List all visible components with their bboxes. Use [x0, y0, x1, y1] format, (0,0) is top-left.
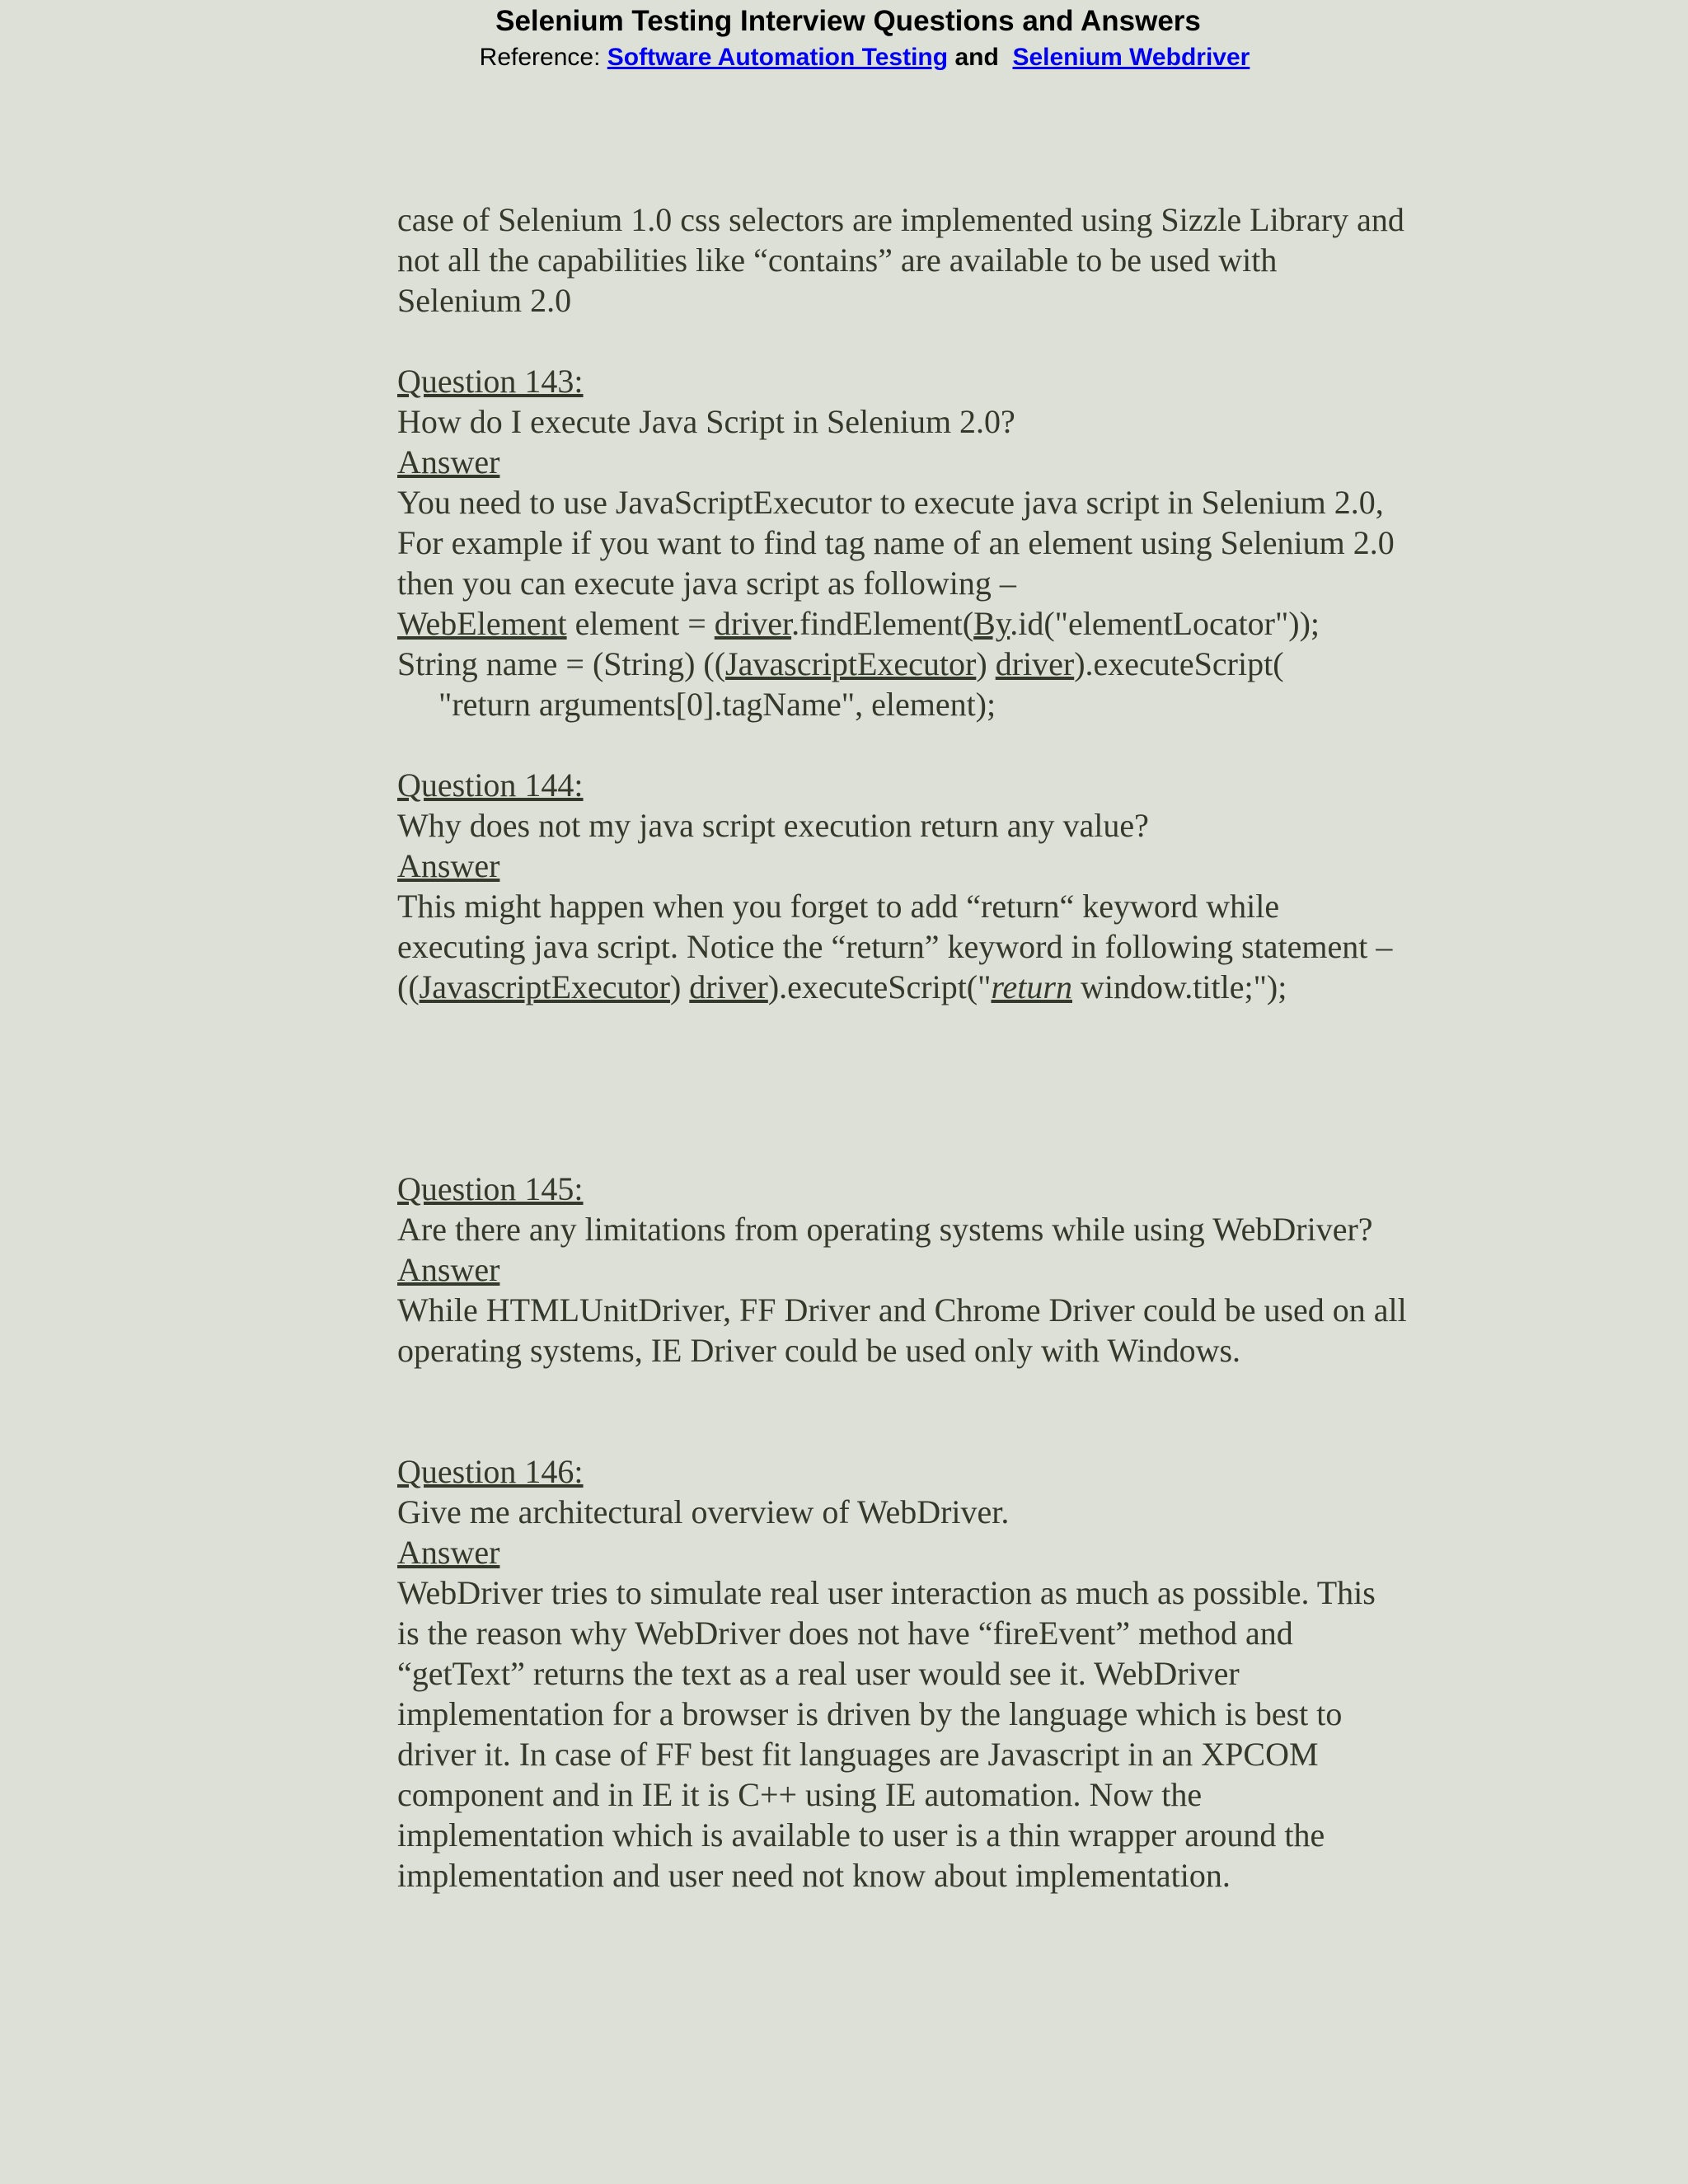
code-token: driver — [995, 645, 1075, 682]
text-line: case of Selenium 1.0 css selectors are implemented using Sizzle Library and — [397, 201, 1404, 238]
answer-line: For example if you want to find tag name of an element using Selenium 2.0 — [397, 524, 1395, 561]
document-title: Selenium Testing Interview Questions and Answers — [495, 5, 1201, 37]
code-token: ).executeScript( — [1074, 645, 1284, 682]
page-header — [0, 0, 1688, 74]
code-line — [397, 644, 1493, 684]
code-token: .findElement( — [791, 605, 974, 642]
answer-line: implementation and user need not know about implementation. — [397, 1857, 1231, 1894]
code-line — [397, 967, 1493, 1007]
code-line: "return arguments[0].tagName", element); — [438, 686, 996, 723]
text-line: not all the capabilities like “contains” are available to be used with — [397, 241, 1278, 279]
code-token: (( — [397, 968, 420, 1005]
answer-line: “getText” returns the text as a real user would see it. WebDriver — [397, 1655, 1240, 1692]
answer-line: This might happen when you forget to add “return“ keyword while — [397, 888, 1280, 925]
answer-line: WebDriver tries to simulate real user interaction as much as possible. This — [397, 1574, 1376, 1611]
question-label: Question 143: — [397, 363, 584, 400]
answer-line: driver it. In case of FF best fit languages are Javascript in an XPCOM — [397, 1736, 1319, 1773]
question-label: Question 146: — [397, 1453, 584, 1490]
answer-line: implementation for a browser is driven by the language which is best to — [397, 1695, 1343, 1732]
text-line: Selenium 2.0 — [397, 282, 572, 319]
question-143 — [397, 361, 1493, 724]
code-token: return — [991, 968, 1072, 1005]
question-text: Why does not my java script execution return any value? — [397, 807, 1149, 844]
question-145 — [397, 1169, 1493, 1371]
selenium-webdriver-link[interactable]: Selenium Webdriver — [1012, 44, 1250, 71]
question-146 — [397, 1451, 1493, 1896]
question-text: Are there any limitations from operating systems while using WebDriver? — [397, 1211, 1373, 1248]
code-token: JavascriptExecutor — [419, 968, 670, 1005]
reference-label: Reference: — [479, 44, 607, 71]
question-text: Give me architectural overview of WebDriver. — [397, 1493, 1010, 1530]
answer-line: component and in IE it is C++ using IE automation. Now the — [397, 1776, 1203, 1813]
document-body — [397, 199, 1493, 1896]
code-token: WebElement — [397, 605, 567, 642]
answer-label: Answer — [397, 443, 500, 480]
answer-line: While HTMLUnitDriver, FF Driver and Chrome Driver could be used on all — [397, 1291, 1407, 1329]
question-label: Question 144: — [397, 766, 584, 804]
answer-label: Answer — [397, 1251, 500, 1288]
answer-line: then you can execute java script as following – — [397, 565, 1016, 602]
code-token: JavascriptExecutor — [725, 645, 977, 682]
question-label: Question 145: — [397, 1170, 584, 1207]
code-token: driver — [714, 605, 792, 642]
code-token: ) — [669, 968, 690, 1005]
answer-label: Answer — [397, 847, 500, 884]
answer-line: You need to use JavaScriptExecutor to execute java script in Selenium 2.0, — [397, 484, 1384, 521]
code-token: By — [973, 605, 1010, 642]
reference-and: and — [954, 44, 999, 71]
code-token: ).executeScript(" — [767, 968, 992, 1005]
answer-line: is the reason why WebDriver does not have “fireEvent” method and — [397, 1615, 1293, 1652]
code-token: .id("elementLocator")); — [1010, 605, 1320, 642]
answer-line: operating systems, IE Driver could be used only with Windows. — [397, 1332, 1241, 1369]
code-token: ) — [976, 645, 996, 682]
answer-label: Answer — [397, 1534, 500, 1571]
question-text: How do I execute Java Script in Selenium 2.0? — [397, 403, 1015, 440]
code-token: element = — [566, 605, 715, 642]
code-token: window.title;"); — [1071, 968, 1287, 1005]
intro-continuation — [397, 199, 1493, 321]
code-token: String name = (String) (( — [397, 645, 726, 682]
answer-line: implementation which is available to user is a thin wrapper around the — [397, 1816, 1325, 1854]
question-144 — [397, 765, 1493, 1007]
answer-line: executing java script. Notice the “return” keyword in following statement – — [397, 928, 1393, 965]
code-token: driver — [689, 968, 768, 1005]
reference-line — [21, 41, 1688, 74]
software-automation-testing-link[interactable]: Software Automation Testing — [607, 44, 949, 71]
code-line — [397, 603, 1493, 644]
